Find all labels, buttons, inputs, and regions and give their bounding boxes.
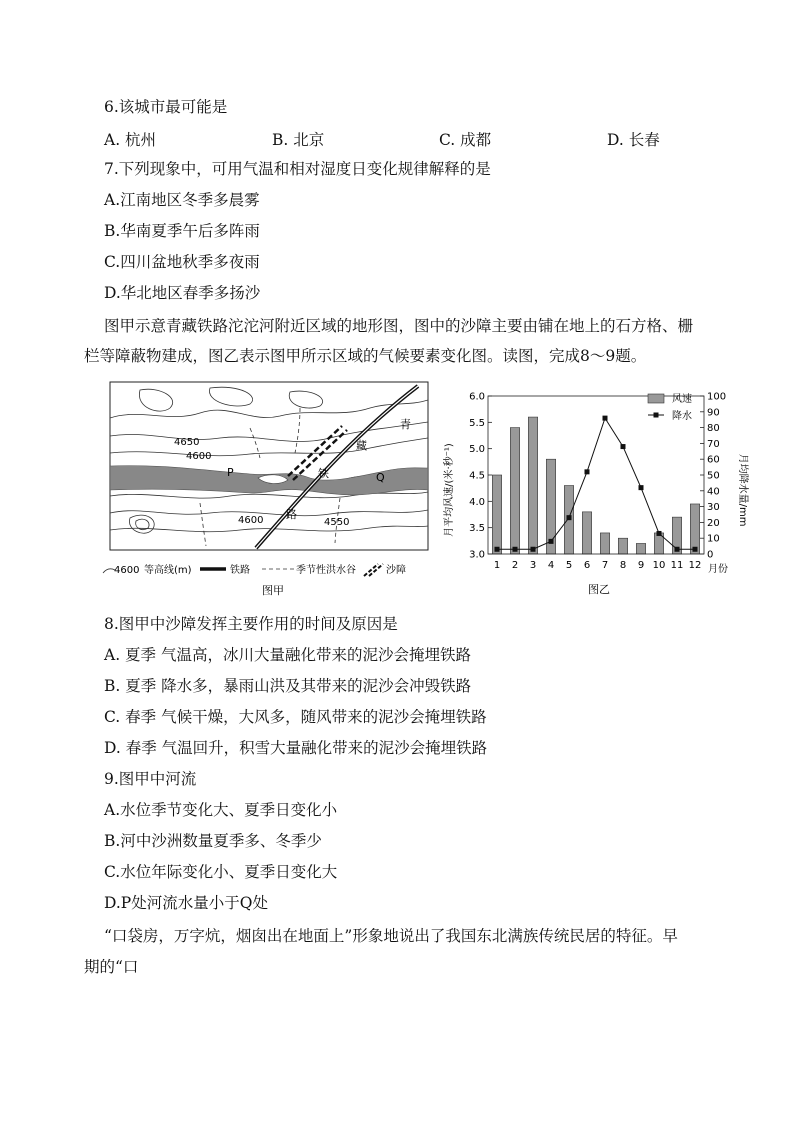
- q6-option-c: C. 成都: [439, 131, 492, 149]
- q8-option-b: B. 夏季 降水多，暴雨山洪及其带来的泥沙会冲毁铁路: [104, 677, 472, 695]
- left-tick-label: 6.0: [469, 391, 485, 403]
- right-tick-label: 70: [707, 438, 720, 450]
- x-tick-label: 11: [670, 560, 684, 571]
- precipitation-point: [675, 547, 680, 552]
- legend-contour-value: 4600: [114, 565, 140, 576]
- wind-speed-bar: [528, 417, 537, 554]
- left-tick-label: 3.5: [469, 523, 485, 535]
- x-tick-label: 9: [637, 560, 645, 571]
- x-tick-label: 3: [529, 560, 537, 571]
- q7-option-a: A.江南地区冬季多晨雾: [104, 191, 260, 209]
- chart-x-unit: 月份: [708, 564, 728, 575]
- right-tick-label: 60: [707, 454, 720, 466]
- left-tick-label: 5.0: [469, 444, 485, 456]
- railway-label: 青: [400, 418, 411, 431]
- left-tick-label: 4.0: [469, 496, 485, 508]
- q6-stem: 6.该城市最可能是: [104, 98, 228, 116]
- railway-label: 铁: [318, 467, 329, 480]
- right-tick-label: 0: [707, 549, 714, 561]
- left-tick-label: 5.5: [469, 417, 485, 429]
- precipitation-point: [495, 547, 500, 552]
- precipitation-point: [639, 485, 644, 490]
- q8-stem: 8.图甲中沙障发挥主要作用的时间及原因是: [104, 615, 398, 633]
- x-tick-label: 1: [493, 560, 501, 571]
- precipitation-line: [497, 418, 695, 549]
- q9-stem: 9.图甲中河流: [104, 770, 197, 788]
- precipitation-point: [567, 515, 572, 520]
- wind-speed-bar: [690, 504, 699, 554]
- precipitation-point: [585, 469, 590, 474]
- contour-label: 4650: [174, 437, 200, 448]
- q8-option-c: C. 春季 气候干燥，大风多，随风带来的泥沙会掩埋铁路: [104, 708, 487, 726]
- q6-option-d: D. 长春: [607, 131, 660, 149]
- q8-option-a: A. 夏季 气温高，冰川大量融化带来的泥沙会掩埋铁路: [104, 646, 471, 664]
- precipitation-point: [513, 547, 518, 552]
- precipitation-point: [621, 444, 626, 449]
- wind-speed-bar: [492, 475, 501, 554]
- right-tick-label: 80: [707, 423, 720, 435]
- wind-speed-bar: [582, 512, 591, 554]
- legend-valley-text: 季节性洪水谷: [296, 565, 356, 576]
- railway-label: 路: [286, 508, 297, 521]
- right-tick-label: 20: [707, 517, 720, 529]
- wind-speed-bar: [618, 538, 627, 554]
- q9-option-d: D.P处河流水量小于Q处: [104, 894, 268, 912]
- climate-chart: [440, 380, 752, 602]
- contour-label: 4600: [238, 515, 264, 526]
- q6-option-a: A. 杭州: [104, 131, 157, 149]
- left-tick-label: 3.0: [469, 549, 485, 561]
- right-tick-label: 10: [707, 533, 720, 545]
- legend-line-label: 降水: [672, 411, 692, 422]
- wind-speed-bar: [636, 543, 645, 554]
- point-label-q: Q: [376, 471, 385, 484]
- right-tick-label: 100: [707, 391, 727, 403]
- q7-stem: 7.下列现象中，可用气温和相对湿度日变化规律解释的是: [104, 160, 491, 178]
- x-tick-label: 6: [583, 560, 591, 571]
- contour-label: 4600: [186, 451, 212, 462]
- right-tick-label: 40: [707, 486, 720, 498]
- x-tick-label: 10: [652, 560, 666, 571]
- right-tick-label: 90: [707, 407, 720, 419]
- left-tick-label: 4.5: [469, 470, 485, 482]
- x-tick-label: 8: [619, 560, 627, 571]
- legend-railway-text: 铁路: [230, 565, 250, 576]
- legend-bar-label: 风速: [672, 394, 692, 405]
- wind-speed-bar: [600, 533, 609, 554]
- intro-line-2: 栏等障蔽物建成，图乙表示图甲所示区域的气候要素变化图。读图，完成8～9题。: [84, 347, 647, 365]
- passage-line-2: 期的“口: [84, 958, 139, 976]
- q9-option-a: A.水位季节变化大、夏季日变化小: [104, 801, 338, 819]
- railway-label: 藏: [356, 439, 367, 452]
- legend-sand-barrier-symbol: [364, 564, 383, 576]
- legend-line-marker: [654, 413, 659, 418]
- q6-option-b: B. 北京: [272, 131, 325, 149]
- map-figure: [100, 378, 438, 598]
- precipitation-point: [657, 531, 662, 536]
- x-tick-label: 5: [565, 560, 573, 571]
- x-tick-label: 2: [511, 560, 519, 571]
- legend-bar-swatch: [648, 394, 664, 403]
- map-caption: 图甲: [262, 584, 284, 597]
- intro-line-1: 图甲示意青藏铁路沱沱河附近区域的地形图，图中的沙障主要由铺在地上的石方格、栅: [104, 317, 694, 335]
- q7-option-c: C.四川盆地秋季多夜雨: [104, 253, 260, 271]
- contour-label: 4550: [324, 517, 350, 528]
- precipitation-point: [531, 547, 536, 552]
- chart-title: 图乙: [588, 583, 610, 596]
- q7-option-d: D.华北地区春季多扬沙: [104, 284, 261, 302]
- point-label-p: P: [227, 466, 234, 479]
- q8-option-d: D. 春季 气温回升，积雪大量融化带来的泥沙会掩埋铁路: [104, 739, 488, 757]
- chart-ylabel-left: 月平均风速/(米·秒⁻¹): [444, 443, 455, 537]
- right-tick-label: 30: [707, 502, 720, 514]
- precipitation-point: [549, 539, 554, 544]
- legend-sand-barrier-text: 沙障: [386, 565, 406, 576]
- q9-option-b: B.河中沙洲数量夏季多、冬季少: [104, 832, 322, 850]
- x-tick-label: 12: [688, 560, 702, 571]
- passage-line-1: “口袋房，万字炕，烟囱出在地面上”形象地说出了我国东北满族传统民居的特征。早: [104, 927, 678, 945]
- right-tick-label: 50: [707, 470, 720, 482]
- precipitation-point: [693, 547, 698, 552]
- wind-speed-bar: [510, 428, 519, 554]
- q7-option-b: B.华南夏季午后多阵雨: [104, 222, 260, 240]
- precipitation-point: [603, 416, 608, 421]
- x-tick-label: 4: [547, 560, 555, 571]
- q6-options: [104, 128, 704, 148]
- chart-legend: [648, 392, 692, 422]
- x-tick-label: 7: [601, 560, 609, 571]
- legend-contour-text: 等高线(m): [144, 565, 192, 576]
- q9-option-c: C.水位年际变化小、夏季日变化大: [104, 863, 338, 881]
- chart-ylabel-right: 月均降水量/mm: [737, 453, 748, 527]
